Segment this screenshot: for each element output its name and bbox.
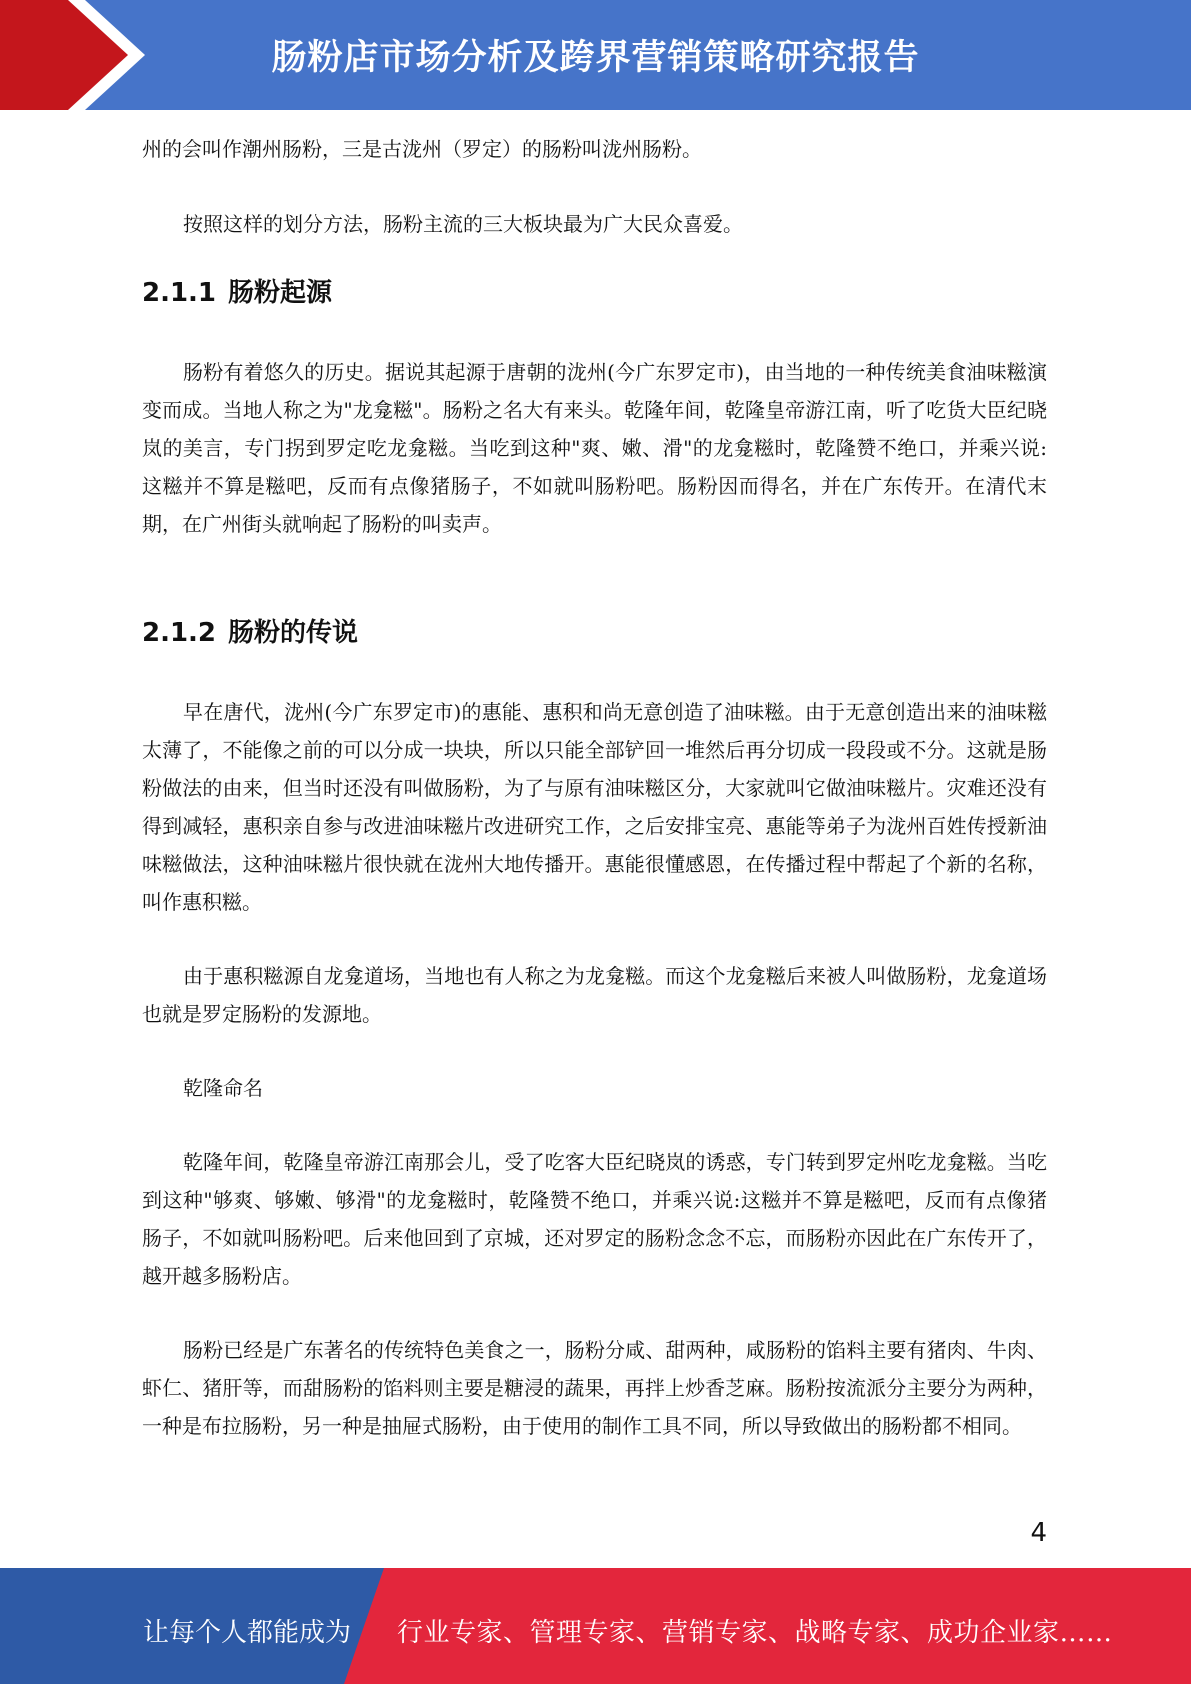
page-number: 4 (1030, 1518, 1047, 1548)
section-title: 肠粉起源 (228, 278, 333, 308)
header-red-arrow (0, 0, 160, 110)
paragraph: 按照这样的划分方法，肠粉主流的三大板块最为广大民众喜爱。 (183, 212, 743, 236)
report-title: 肠粉店市场分析及跨界营销策略研究报告 (271, 38, 920, 78)
footer-slogan-right: 行业专家、管理专家、营销专家、战略专家、成功企业家…… (397, 1618, 1113, 1648)
section-number: 2.1.1 (142, 278, 217, 308)
section-title: 肠粉的传说 (228, 618, 359, 648)
paragraph: 肠粉有着悠久的历史。据说其起源于唐朝的泷州(今广东罗定市)，由当地的一种传统美食油味糍演变而成。当地人称之为"龙龛糍"。肠粉之名大有来头。乾隆年间，乾隆皇帝游江南，听了吃货大臣纪晓岚的美言，专门拐到罗定吃龙龛糍。当吃到这种"爽、嫩、滑"的龙龛糍时，乾隆赞不绝口，并乘兴说:这糍并不算是糍吧，反而有点像猪肠子，不如就叫肠粉吧。肠粉因而得名，并在广东传开。在清代末期，在广州街头就响起了肠粉的叫卖声。 (142, 360, 1047, 536)
section-heading (142, 275, 1047, 311)
paragraph: 乾隆年间，乾隆皇帝游江南那会儿，受了吃客大臣纪晓岚的诱惑，专门转到罗定州吃龙龛糍。当吃到这种"够爽、够嫩、够滑"的龙龛糍时，乾隆赞不绝口，并乘兴说:这糍并不算是糍吧，反而有点像猪肠子，不如就叫肠粉吧。后来他回到了京城，还对罗定的肠粉念念不忘，而肠粉亦因此在广东传开了，越开越多肠粉店。 (142, 1150, 1047, 1288)
paragraph: 乾隆命名 (183, 1076, 263, 1100)
paragraph: 州的会叫作潮州肠粉，三是古泷州（罗定）的肠粉叫泷州肠粉。 (142, 137, 702, 161)
section-number: 2.1.2 (142, 618, 217, 648)
page-footer (0, 1568, 1191, 1684)
document-body (142, 130, 1047, 1445)
paragraph: 由于惠积糍源自龙龛道场，当地也有人称之为龙龛糍。而这个龙龛糍后来被人叫做肠粉，龙龛道场也就是罗定肠粉的发源地。 (142, 964, 1047, 1026)
paragraph: 早在唐代，泷州(今广东罗定市)的惠能、惠积和尚无意创造了油味糍。由于无意创造出来的油味糍太薄了，不能像之前的可以分成一块块，所以只能全部铲回一堆然后再分切成一段段或不分。这就是肠粉做法的由来，但当时还没有叫做肠粉，为了与原有油味糍区分，大家就叫它做油味糍片。灾难还没有得到减轻，惠积亲自参与改进油味糍片改进研究工作，之后安排宝亮、惠能等弟子为泷州百姓传授新油味糍做法，这种油味糍片很快就在泷州大地传播开。惠能很懂感恩，在传播过程中帮起了个新的名称，叫作惠积糍。 (142, 700, 1047, 914)
paragraph: 肠粉已经是广东著名的传统特色美食之一，肠粉分咸、甜两种，咸肠粉的馅料主要有猪肉、牛肉、虾仁、猪肝等，而甜肠粉的馅料则主要是糖浸的蔬果，再拌上炒香芝麻。肠粉按流派分主要分为两种，一种是布拉肠粉，另一种是抽屉式肠粉，由于使用的制作工具不同，所以导致做出的肠粉都不相同。 (142, 1338, 1047, 1438)
page-header (0, 0, 1191, 110)
section-heading (142, 615, 1047, 651)
footer-slogan-left: 让每个人都能成为 (143, 1618, 352, 1648)
